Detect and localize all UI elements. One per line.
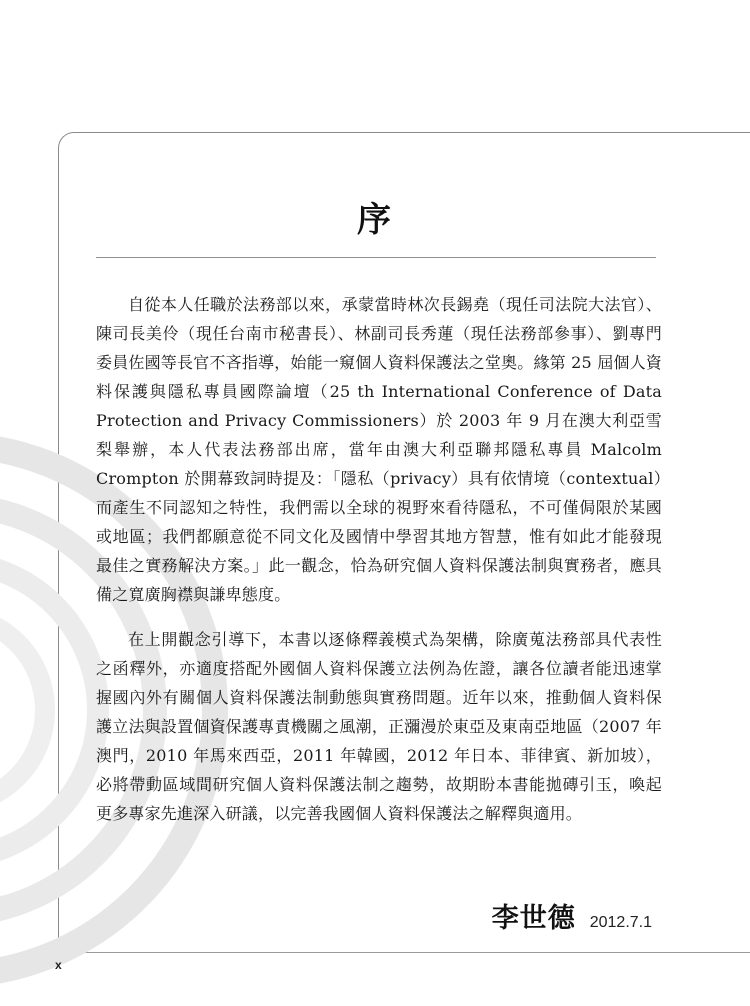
page-frame-left xyxy=(58,160,59,940)
paragraph-1: 自從本人任職於法務部以來，承蒙當時林次長錫堯（現任司法院大法官）、陳司長美伶（現任台南市秘書長）、林副司長秀蓮（現任法務部參事）、劉專門委員佐國等長官不吝指導，始能一窺個人資料保護法之堂奧。緣第 25 屆個人資料保護與隱私專員國際論壇（25 th International Conference of Data Protection and Privacy Commissioners）於 2003 年 9 月在澳大利亞雪梨舉辦，本人代表法務部出席，當年由澳大利亞聯邦隱私專員 Malcolm Crompton 於開幕致詞時提及：「隱私（privacy）具有依情境（contextual）而產生不同認知之特性，我們需以全球的視野來看待隱私，不可僅侷限於某國或地區；我們都願意從不同文化及國情中學習其地方智慧，惟有如此才能發現最佳之實務解決方案。」此一觀念，恰為研究個人資料保護法制與實務者，應具備之寬廣胸襟與謙卑態度。 xyxy=(96,295,662,604)
paragraph-2: 在上開觀念引導下，本書以逐條釋義模式為架構，除廣蒐法務部具代表性之函釋外，亦適度搭配外國個人資料保護立法例為佐證，讓各位讀者能迅速掌握國內外有關個人資料保護法制動態與實務問題。近年以來，推動個人資料保護立法與設置個資保護專責機關之風潮，正瀰漫於東亞及東南亞地區（2007 年澳門，2010 年馬來西亞，2011 年韓國，2012 年日本、菲律賓、新加坡），必將帶動區域間研究個人資料保護法制之趨勢，故期盼本書能拋磚引玉，喚起更多專家先進深入研議，以完善我國個人資料保護法之解釋與適用。 xyxy=(96,630,662,823)
page-number: x xyxy=(55,958,62,972)
author-name: 李世德 xyxy=(491,903,576,934)
page-frame-bottom xyxy=(58,952,750,953)
title-divider xyxy=(96,257,656,258)
signature-block xyxy=(492,896,652,935)
page-title: 序 xyxy=(357,200,393,240)
signature-date: 2012.7.1 xyxy=(589,914,652,931)
preface-body xyxy=(96,290,662,828)
page-frame-top xyxy=(58,132,750,173)
